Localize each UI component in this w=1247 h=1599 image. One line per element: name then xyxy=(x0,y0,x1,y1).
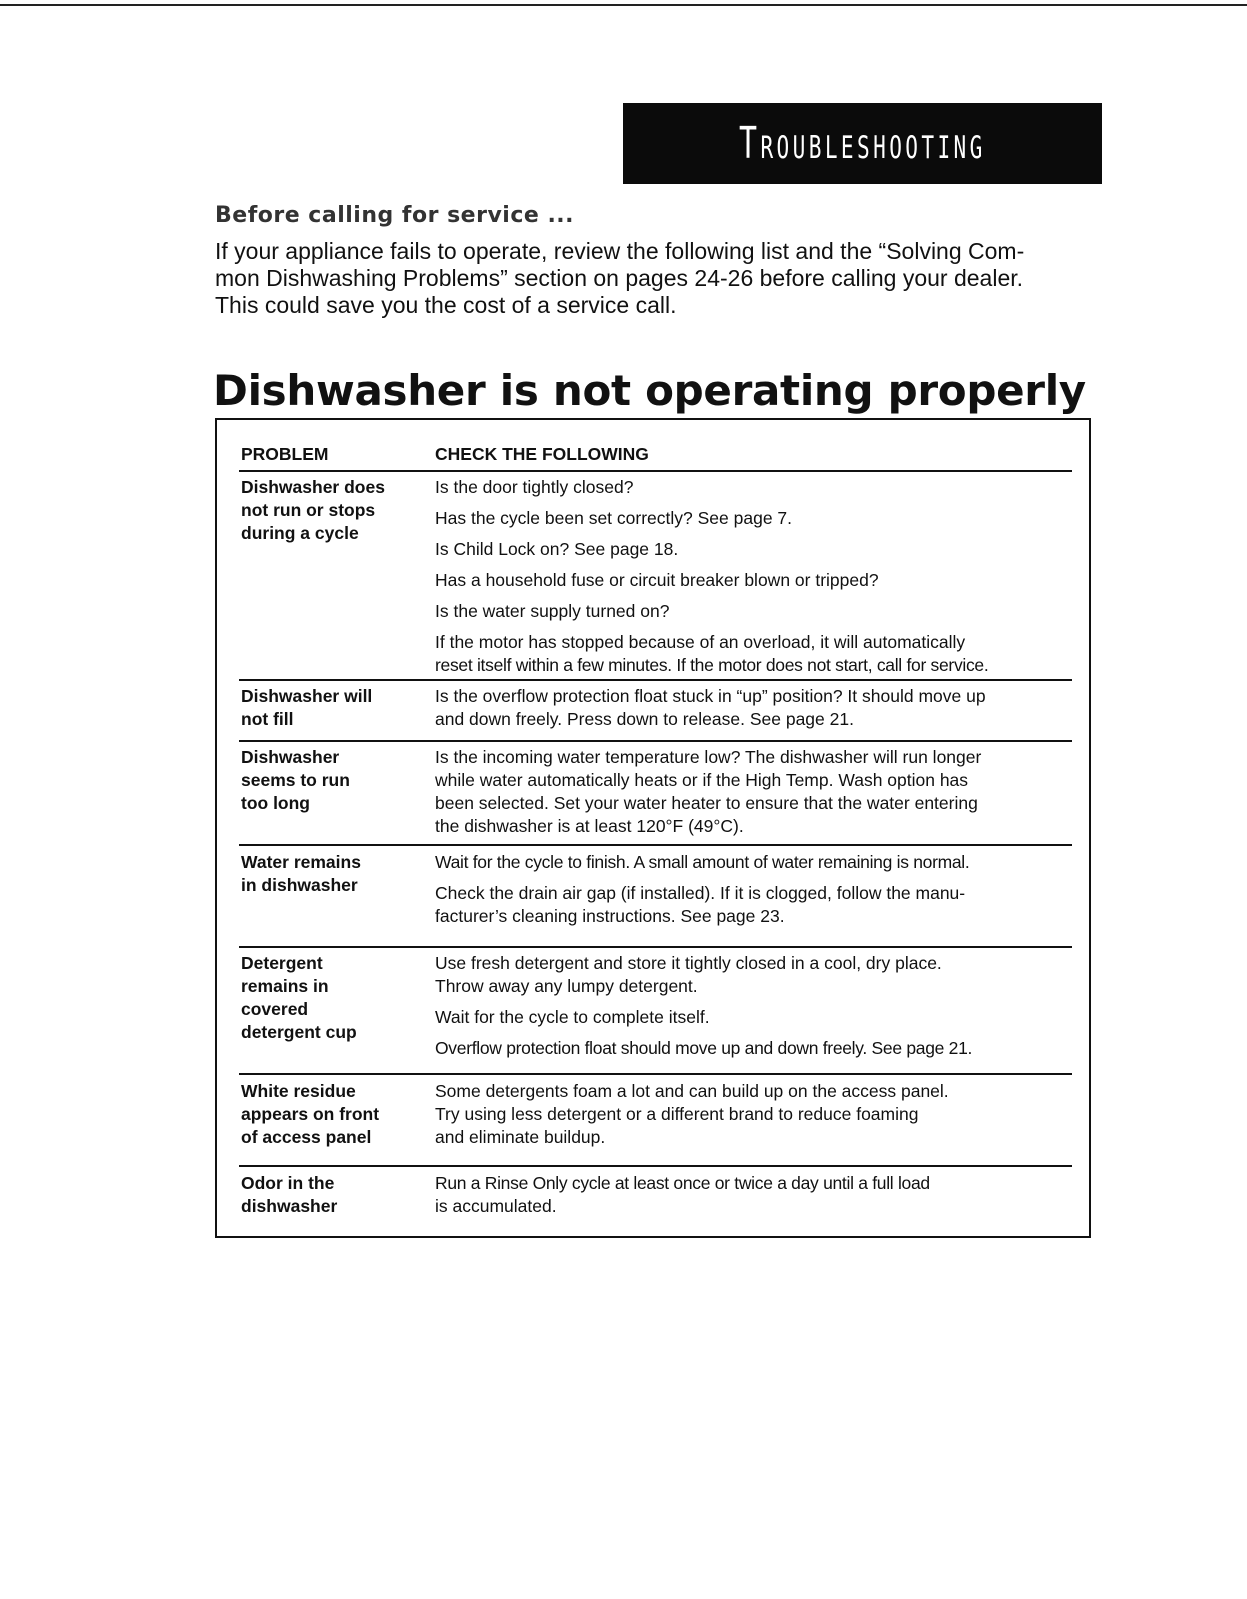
problem-line: in dishwasher xyxy=(241,875,358,895)
problem-line: Dishwasher xyxy=(241,747,340,767)
top-rule xyxy=(0,4,1247,6)
problem-line: Dishwasher will xyxy=(241,686,373,706)
problem-line: covered xyxy=(241,999,309,1019)
check-line: Throw away any lumpy detergent. xyxy=(435,976,698,996)
check-item xyxy=(435,631,1080,677)
check-item xyxy=(435,538,1080,561)
problem-cell xyxy=(241,746,426,815)
check-item xyxy=(435,476,1080,499)
column-header-check: CHECK THE FOLLOWING xyxy=(435,444,649,464)
intro-line: If your appliance fails to operate, review the following list and the “Solving Com- xyxy=(215,238,1025,264)
problem-cell xyxy=(241,1080,426,1149)
check-line: reset itself within a few minutes. If the motor does not start, call for service. xyxy=(435,655,989,675)
check-line: and eliminate buildup. xyxy=(435,1127,606,1147)
check-line: Has the cycle been set correctly? See page 7. xyxy=(435,508,793,528)
check-item xyxy=(435,569,1080,592)
check-item xyxy=(435,600,1080,623)
problem-line: White residue xyxy=(241,1081,356,1101)
check-item xyxy=(435,851,1080,874)
check-item xyxy=(435,882,1080,928)
troubleshooting-table xyxy=(215,418,1091,1238)
row-divider xyxy=(239,1073,1072,1075)
problem-line: Detergent xyxy=(241,953,323,973)
check-line: while water automatically heats or if the High Temp. Wash option has xyxy=(435,770,969,790)
problem-line: of access panel xyxy=(241,1127,372,1147)
check-item xyxy=(435,952,1080,998)
check-line: Overflow protection float should move up and down freely. See page 21. xyxy=(435,1038,973,1058)
intro-heading: Before calling for service ... xyxy=(215,203,575,228)
problem-line: dishwasher xyxy=(241,1196,338,1216)
problem-line: during a cycle xyxy=(241,523,359,543)
check-item xyxy=(435,507,1080,530)
checks-cell xyxy=(435,1080,1080,1157)
page-title: Dishwasher is not operating properly xyxy=(213,366,1086,415)
check-line: the dishwasher is at least 120°F (49°C). xyxy=(435,816,744,836)
intro-line: This could save you the cost of a service call. xyxy=(215,292,677,318)
check-line: Use fresh detergent and store it tightly closed in a cool, dry place. xyxy=(435,953,942,973)
section-banner xyxy=(623,103,1102,184)
intro-paragraph xyxy=(215,238,1085,319)
problem-line: not fill xyxy=(241,709,294,729)
problem-line: too long xyxy=(241,793,311,813)
check-line: Check the drain air gap (if installed). If it is clogged, follow the manu- xyxy=(435,883,966,903)
section-banner-title: Troubleshooting xyxy=(739,118,986,169)
row-divider xyxy=(239,679,1072,681)
checks-cell xyxy=(435,476,1080,685)
check-line: and down freely. Press down to release. See page 21. xyxy=(435,709,854,729)
problem-cell xyxy=(241,952,426,1044)
table-header xyxy=(241,444,1072,466)
row-divider xyxy=(239,740,1072,742)
row-divider xyxy=(239,844,1072,846)
check-item xyxy=(435,1006,1080,1029)
problem-line: appears on front xyxy=(241,1104,380,1124)
check-line: Run a Rinse Only cycle at least once or twice a day until a full load xyxy=(435,1173,930,1193)
check-line: Some detergents foam a lot and can build up on the access panel. xyxy=(435,1081,949,1101)
problem-cell xyxy=(241,1172,426,1218)
problem-line: not run or stops xyxy=(241,500,376,520)
problem-line: remains in xyxy=(241,976,329,996)
check-line: Is the door tightly closed? xyxy=(435,477,634,497)
intro-line: mon Dishwashing Problems” section on pages 24-26 before calling your dealer. xyxy=(215,265,1024,291)
check-item xyxy=(435,1172,1080,1218)
check-item xyxy=(435,1037,1080,1060)
check-line: Is Child Lock on? See page 18. xyxy=(435,539,679,559)
check-line: facturer’s cleaning instructions. See page 23. xyxy=(435,906,785,926)
check-line: Is the incoming water temperature low? The dishwasher will run longer xyxy=(435,747,982,767)
checks-cell xyxy=(435,685,1080,739)
checks-cell xyxy=(435,1172,1080,1226)
check-line: If the motor has stopped because of an overload, it will automatically xyxy=(435,632,966,652)
row-divider xyxy=(239,946,1072,948)
check-line: is accumulated. xyxy=(435,1196,557,1216)
row-divider xyxy=(239,1165,1072,1167)
check-line: Is the overflow protection float stuck in “up” position? It should move up xyxy=(435,686,986,706)
check-item xyxy=(435,1080,1080,1149)
problem-line: Water remains xyxy=(241,852,361,872)
check-line: Wait for the cycle to finish. A small amount of water remaining is normal. xyxy=(435,852,970,872)
problem-line: detergent cup xyxy=(241,1022,357,1042)
checks-cell xyxy=(435,952,1080,1068)
check-line: Wait for the cycle to complete itself. xyxy=(435,1007,710,1027)
check-line: Try using less detergent or a different brand to reduce foaming xyxy=(435,1104,919,1124)
problem-cell xyxy=(241,476,426,545)
problem-line: seems to run xyxy=(241,770,350,790)
row-divider xyxy=(239,470,1072,472)
check-item xyxy=(435,746,1080,838)
check-line: Has a household fuse or circuit breaker blown or tripped? xyxy=(435,570,879,590)
problem-line: Odor in the xyxy=(241,1173,335,1193)
problem-cell xyxy=(241,685,426,731)
checks-cell xyxy=(435,851,1080,936)
check-item xyxy=(435,685,1080,731)
check-line: Is the water supply turned on? xyxy=(435,601,670,621)
column-header-problem: PROBLEM xyxy=(241,444,329,464)
checks-cell xyxy=(435,746,1080,846)
problem-cell xyxy=(241,851,426,897)
check-line: been selected. Set your water heater to ensure that the water entering xyxy=(435,793,978,813)
problem-line: Dishwasher does xyxy=(241,477,385,497)
